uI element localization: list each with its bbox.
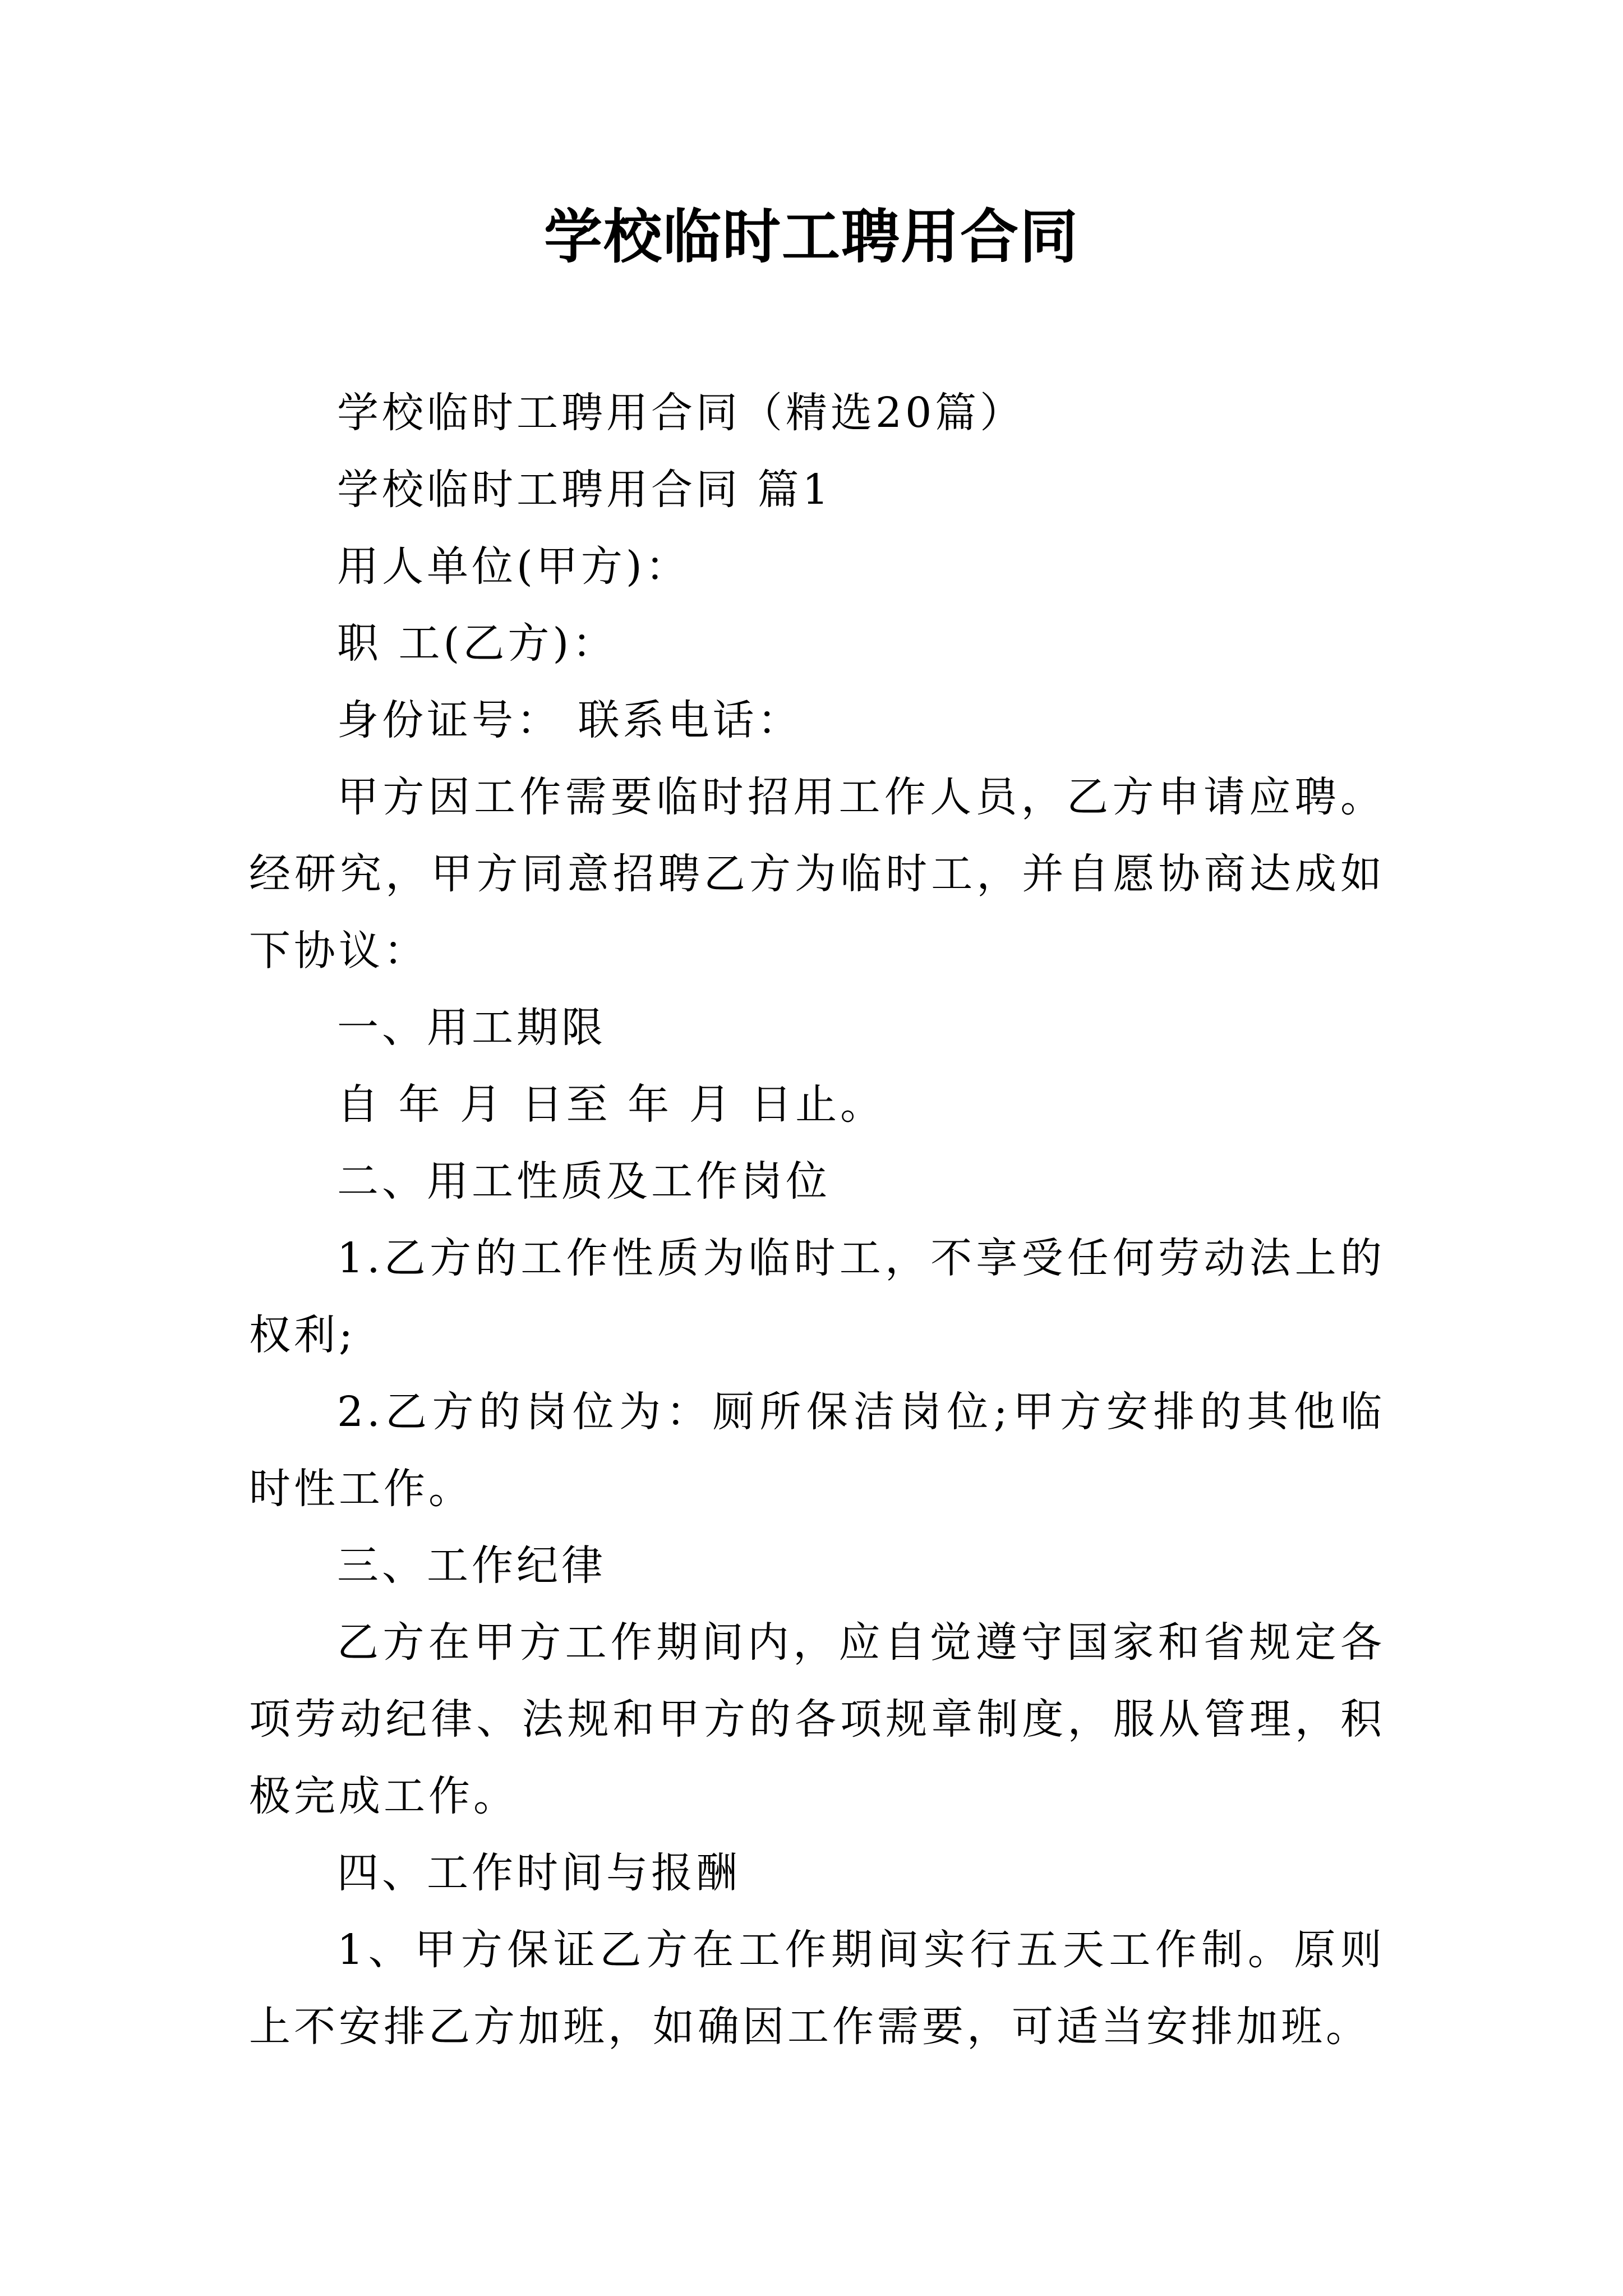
paragraph-id-phone: 身份证号： 联系电话： [337, 696, 803, 744]
paragraph-discipline: 乙方在甲方工作期间内，应自觉遵守国家和省规定各项劳动纪律、法规和甲方的各项规章制度，服从管理，积极完成工作。 [249, 1618, 1385, 1820]
paragraph-discipline-heading: 三、工作纪律 [337, 1542, 606, 1590]
paragraph-employee: 职 工(乙方)： [337, 619, 617, 668]
document-title: 学校临时工聘用合同 [543, 203, 1079, 271]
paragraph-nature-2: 2.乙方的岗位为：厕所保洁岗位;甲方安排的其他临时性工作。 [249, 1388, 1385, 1513]
paragraph-pay-1: 1、甲方保证乙方在工作期间实行五天工作制。原则上不安排乙方加班，如确因工作需要，可适当安排加班。 [249, 1926, 1385, 2051]
paragraph-intro: 甲方因工作需要临时招用工作人员，乙方申请应聘。经研究，甲方同意招聘乙方为临时工，并自愿协商达成如下协议： [249, 773, 1385, 975]
paragraph-pay-heading: 四、工作时间与报酬 [337, 1849, 741, 1897]
paragraph-nature-1: 1.乙方的工作性质为临时工，不享受任何劳动法上的权利; [249, 1234, 1385, 1359]
paragraph-nature-heading: 二、用工性质及工作岗位 [337, 1157, 831, 1205]
paragraph-section-title: 学校临时工聘用合同 篇1 [337, 466, 832, 514]
paragraph-employer: 用人单位(甲方)： [337, 542, 690, 591]
paragraph-heading: 学校临时工聘用合同（精选20篇） [337, 389, 1025, 437]
paragraph-term-heading: 一、用工期限 [337, 1004, 606, 1052]
document-body [249, 375, 1385, 2065]
paragraph-term-dates: 自 年 月 日至 年 月 日止。 [337, 1080, 886, 1129]
